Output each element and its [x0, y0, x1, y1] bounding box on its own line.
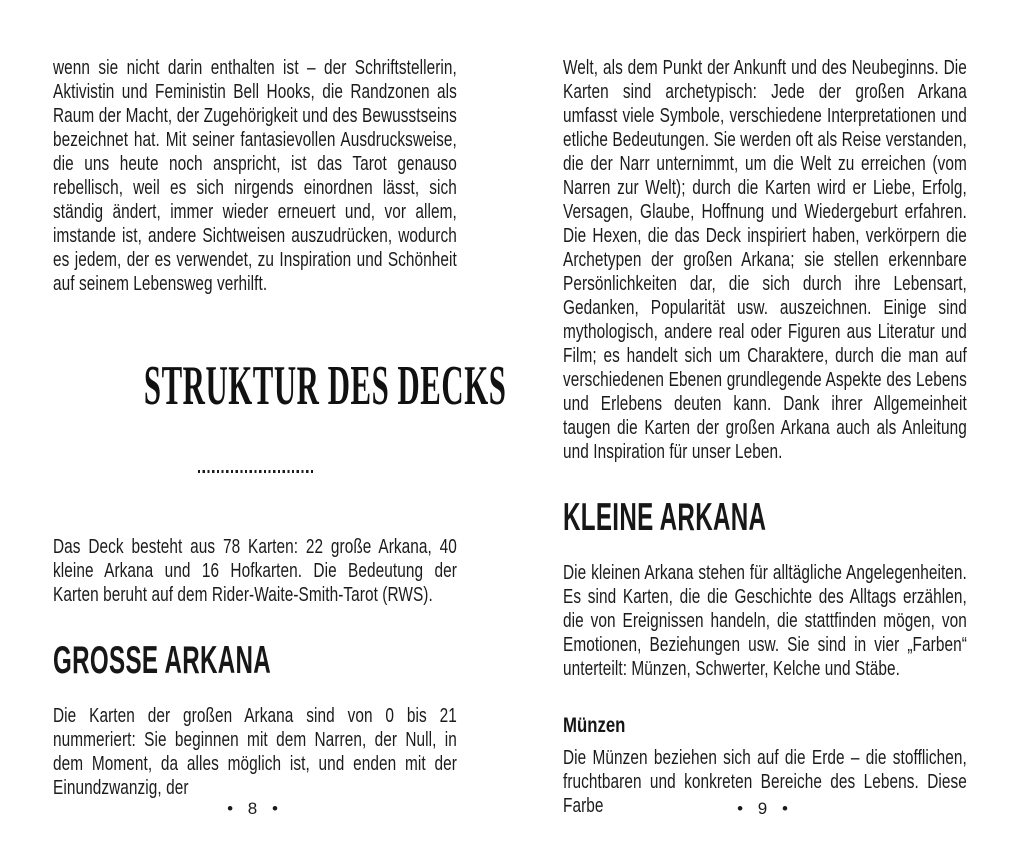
paragraph-welt-continuation: Welt, als dem Punkt der Ankunft und des Neubeginns. Die Karten sind archetypisch: Jede der großen Arkana umfasst viele Symbole, verschiedene Interpretationen und etliche Bedeutungen. Sie werden oft als Reise verstanden, die der Narr unternimmt, um die Welt zu erreichen (vom Narren zur Welt); durch die Karten wird er Liebe, Erfolg, Versagen, Glaube, Hoffnung und Wiedergeburt erfahren. Die Hexen, die das Deck inspiriert haben, verkörpern die Archetypen der großen Arkana; sie stellen erkennbare Persönlichkeiten dar, die sich durch ihre Lebensart, Gedanken, Popularität usw. auszeichnen. Einige sind mythologisch, andere real oder Figuren aus Literatur und Film; es handelt sich um Charaktere, durch die man auf verschiedenen Ebenen grundlegende Aspekte des Lebens und Erlebens deuten kann. Dank ihrer Allgemeinheit taugen die Karten der großen Arkana auch als Anleitung und Inspiration für unser Leben.	[563, 56, 967, 463]
paragraph-deck-structure: Das Deck besteht aus 78 Karten: 22 große Arkana, 40 kleine Arkana und 16 Hofkarten. Die Bedeutung der Karten beruht auf dem Rider-Waite-Smith-Tarot (RWS).	[53, 535, 457, 606]
heading-kleine-arkana: KLEINE ARKANA	[563, 496, 767, 539]
paragraph-kleine-arkana: Die kleinen Arkana stehen für alltägliche Angelegenheiten. Es sind Karten, die die Geschichte des Alltags erzählen, die von Ereignissen handeln, die stattfinden mögen, von Emotionen, Beziehungen usw. Sie sind in vier „Farben“ unterteilt: Münzen, Schwerter, Kelche und Stäbe.	[563, 561, 967, 680]
dotted-divider	[198, 470, 313, 473]
chapter-title-struktur-des-decks: STRUKTUR DES DECKS	[143, 355, 507, 417]
page-number-left: • 8 •	[227, 799, 283, 818]
heading-grosse-arkana: GROSSE ARKANA	[53, 639, 272, 682]
paragraph-grosse-arkana: Die Karten der großen Arkana sind von 0 bis 21 nummeriert: Sie beginnen mit dem Narren, der Null, in dem Moment, da alles möglich ist, und enden mit der Einundzwanzig, der	[53, 704, 457, 799]
page-right	[510, 0, 1020, 852]
paragraph-intro-continuation: wenn sie nicht darin enthalten ist – der Schriftstellerin, Aktivistin und Feministin Bell Hooks, die Randzonen als Raum der Macht, der Zugehörigkeit und des Bewusstseins bezeichnet hat. Mit seiner fantasievollen Ausdrucksweise, die uns heute noch anspricht, ist das Tarot genauso rebellisch, weil es sich nirgends einordnen lässt, sich ständig ändert, immer wieder erneuert und, vor allem, imstande ist, andere Sichtweisen auszudrücken, wodurch es jedem, der es verwendet, zu Inspiration und Schönheit auf seinem Lebensweg verhilft.	[53, 56, 457, 295]
paragraph-muenzen: Die Münzen beziehen sich auf die Erde – die stofflichen, fruchtbaren und konkreten Bereiche des Lebens. Diese Farbe	[563, 746, 967, 817]
page-number-right: • 9 •	[737, 799, 793, 818]
subheading-muenzen: Münzen	[563, 713, 626, 737]
